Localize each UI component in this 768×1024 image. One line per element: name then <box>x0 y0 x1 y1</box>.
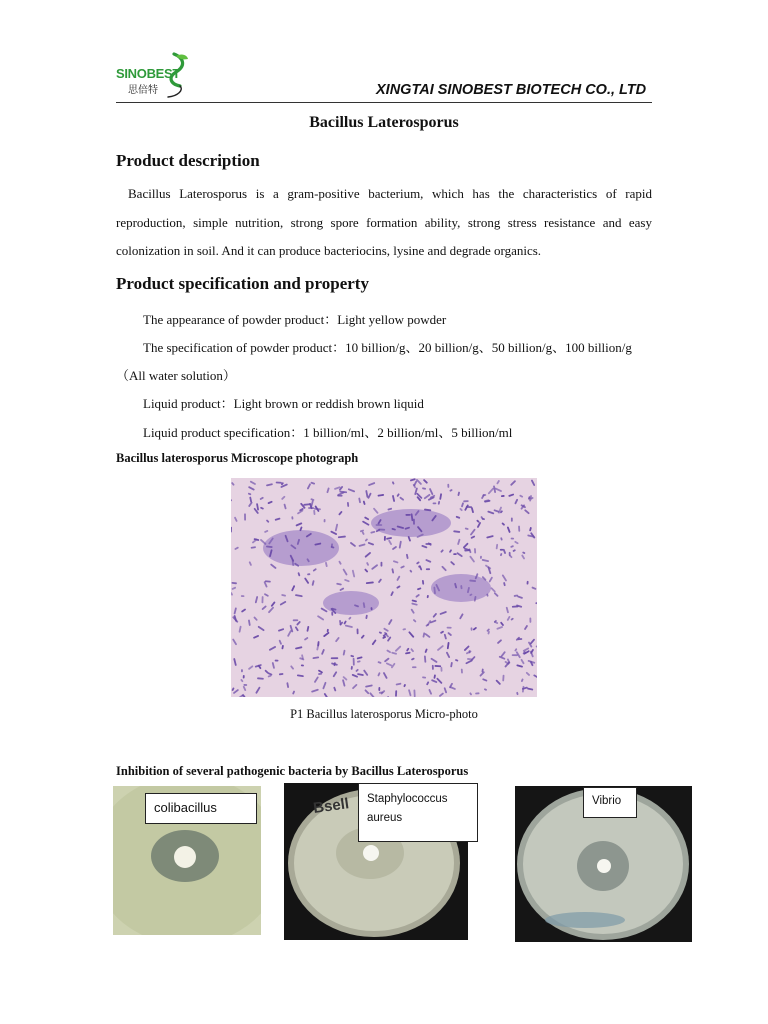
section-heading-specification: Product specification and property <box>116 274 369 293</box>
section-heading-description: Product description <box>116 151 260 170</box>
microscope-photo <box>231 478 537 697</box>
label-text: Vibrio <box>592 795 622 807</box>
label-text: colibacillus <box>154 800 217 815</box>
spec-liquid-specification: Liquid product specification：1 billion/ml、2 billion/ml、5 billion/ml <box>143 425 513 440</box>
label-vibrio <box>583 787 637 818</box>
document-title: Bacillus Laterosporus <box>309 114 459 131</box>
spec-appearance: The appearance of powder product：Light yellow powder <box>143 312 447 327</box>
company-name: XINGTAI SINOBEST BIOTECH CO., LTD <box>376 82 647 98</box>
label-colibacillus <box>145 793 257 824</box>
spec-powder-note: （All water solution） <box>116 368 236 383</box>
spec-powder: The specification of powder product：10 billion/g、20 billion/g、50 billion/g、100 billion/g <box>143 340 632 355</box>
header-divider <box>116 102 652 103</box>
logo-leaf-icon <box>160 52 190 98</box>
logo-text: SINOBEST <box>116 66 181 81</box>
plate-marking: Bsell <box>312 795 351 817</box>
label-staphylococcus <box>358 783 478 842</box>
microscope-heading: Bacillus laterosporus Microscope photograph <box>116 451 359 465</box>
company-logo <box>116 52 190 100</box>
label-text: Staphylococcus aureus <box>367 793 448 824</box>
description-paragraph: Bacillus Laterosporus is a gram-positive bacterium, which has the characteristics of rapid reproduction, simple nutrition, strong spore formation ability, strong stress resistance and easy colonization in soil. And it can produce bacteriocins, lysine and degrade organics. <box>116 186 652 258</box>
microscope-caption: P1 Bacillus laterosporus Micro-photo <box>290 707 478 721</box>
logo-subtext: 思倍特 <box>128 85 158 96</box>
spec-liquid: Liquid product：Light brown or reddish brown liquid <box>143 396 424 411</box>
inhibition-heading: Inhibition of several pathogenic bacteria by Bacillus Laterosporus <box>116 764 469 778</box>
